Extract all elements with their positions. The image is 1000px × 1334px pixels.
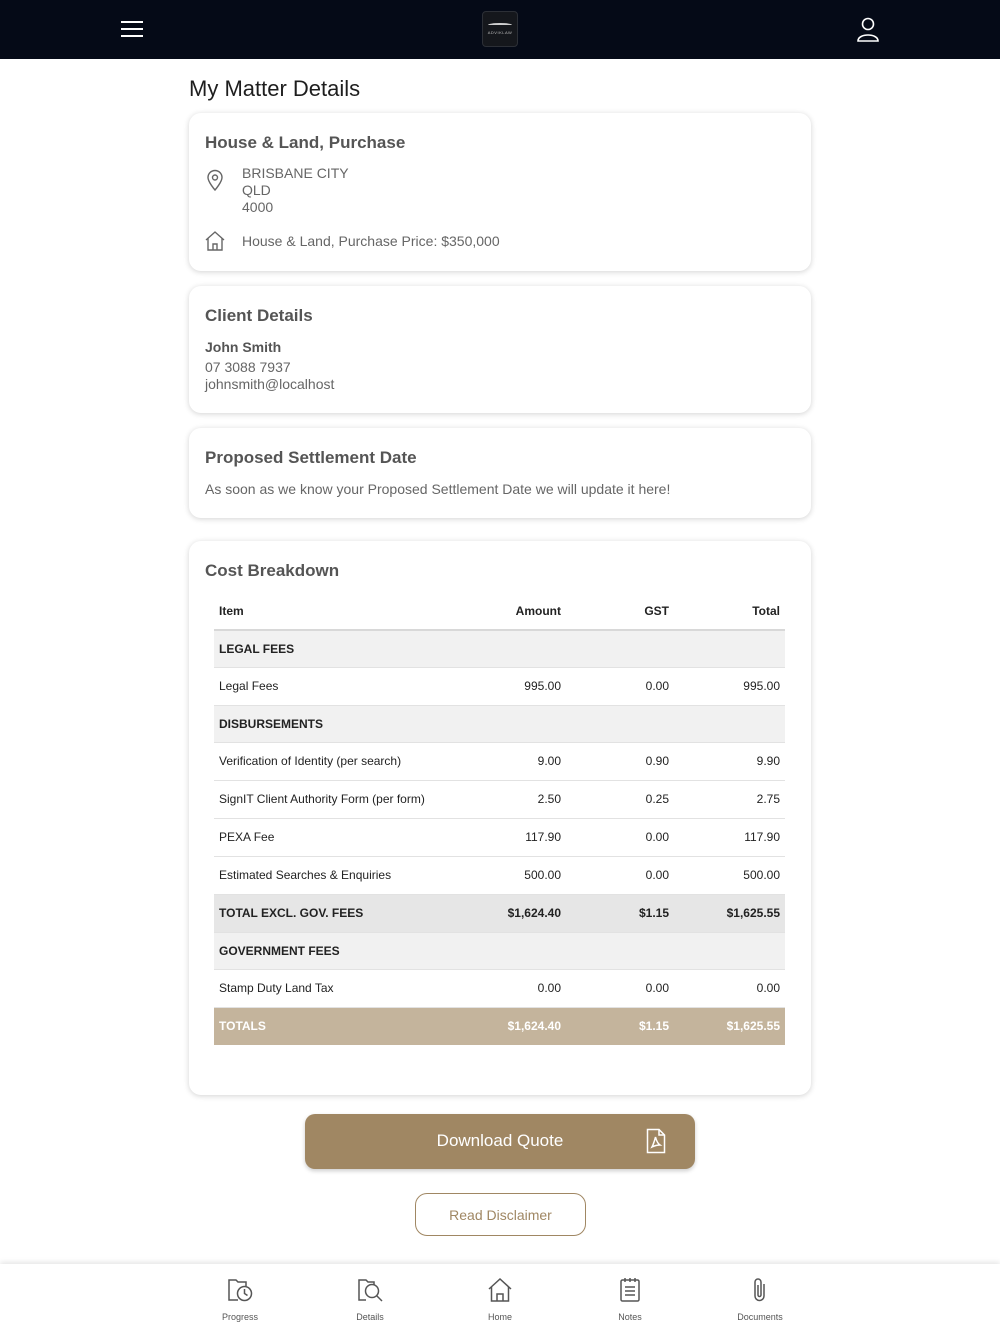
table-row <box>214 667 785 705</box>
cost-breakdown-card <box>189 541 811 1095</box>
total-cell: 9.90 <box>674 742 785 780</box>
client-phone: 07 3088 7937 <box>205 359 291 375</box>
nav-item-details[interactable] <box>325 1276 415 1328</box>
section-row-legal-fees <box>214 630 785 667</box>
totals-total: $1,625.55 <box>674 1007 785 1045</box>
amount-cell: 0.00 <box>454 969 566 1007</box>
download-quote-button[interactable] <box>305 1114 695 1169</box>
total-cell: 117.90 <box>674 818 785 856</box>
logo-mark <box>488 23 512 27</box>
location-pin-icon <box>205 169 225 191</box>
amount-cell: 9.00 <box>454 742 566 780</box>
nav-label-home: Home <box>487 1312 512 1322</box>
total-cell: 2.75 <box>674 780 785 818</box>
notes-icon <box>616 1276 644 1304</box>
property-address <box>242 165 349 216</box>
bottom-navigation <box>0 1264 1000 1334</box>
matter-title: House & Land, Purchase <box>205 133 406 152</box>
nav-item-notes[interactable] <box>585 1276 675 1328</box>
paperclip-icon <box>746 1276 774 1304</box>
column-header-item: Item <box>214 592 454 630</box>
item-cell: Legal Fees <box>214 667 454 705</box>
nav-label-notes: Notes <box>618 1312 642 1322</box>
client-name: John Smith <box>205 339 282 355</box>
column-header-amount: Amount <box>454 592 566 630</box>
table-row <box>214 742 785 780</box>
totals-gst: $1.15 <box>566 1007 674 1045</box>
top-header-bar <box>0 0 1000 59</box>
nav-label-documents: Documents <box>737 1312 783 1322</box>
client-details-card <box>189 286 811 413</box>
logo-text: ADVIKLAW <box>487 30 513 35</box>
column-header-total: Total <box>674 592 785 630</box>
gst-cell: 0.25 <box>566 780 674 818</box>
cost-breakdown-title: Cost Breakdown <box>205 561 340 580</box>
cost-table <box>214 592 785 1045</box>
section-label: DISBURSEMENTS <box>214 705 454 742</box>
address-line-suburb: BRISBANE CITY <box>242 165 349 181</box>
nav-item-documents[interactable] <box>715 1276 805 1328</box>
address-line-postcode: 4000 <box>242 199 274 215</box>
download-quote-label: Download Quote <box>436 1131 564 1150</box>
item-cell: Estimated Searches & Enquiries <box>214 856 454 894</box>
subtotal-label: TOTAL EXCL. GOV. FEES <box>214 894 454 932</box>
hamburger-menu-icon[interactable] <box>116 14 148 44</box>
subtotal-amount: $1,624.40 <box>454 894 566 932</box>
address-line-state: QLD <box>242 182 271 198</box>
item-cell: SignIT Client Authority Form (per form) <box>214 780 454 818</box>
totals-label: TOTALS <box>214 1007 454 1045</box>
table-row <box>214 856 785 894</box>
section-row-disbursements <box>214 705 785 742</box>
user-profile-icon[interactable] <box>854 15 882 43</box>
details-icon <box>356 1276 384 1304</box>
item-cell: Verification of Identity (per search) <box>214 742 454 780</box>
gst-cell: 0.90 <box>566 742 674 780</box>
client-details-title: Client Details <box>205 306 313 325</box>
client-email: johnsmith@localhost <box>205 376 335 392</box>
amount-cell: 500.00 <box>454 856 566 894</box>
section-label: GOVERNMENT FEES <box>214 932 454 969</box>
house-icon <box>204 230 226 252</box>
matter-card <box>189 113 811 271</box>
company-logo[interactable] <box>482 11 518 47</box>
totals-amount: $1,624.40 <box>454 1007 566 1045</box>
section-label: LEGAL FEES <box>214 630 454 667</box>
read-disclaimer-label: Read Disclaimer <box>449 1207 552 1223</box>
home-icon <box>486 1276 514 1304</box>
total-cell: 500.00 <box>674 856 785 894</box>
nav-label-progress: Progress <box>221 1312 258 1322</box>
purchase-price: House & Land, Purchase Price: $350,000 <box>242 233 500 249</box>
page-title: My Matter Details <box>189 76 361 101</box>
total-cell: 0.00 <box>674 969 785 1007</box>
gst-cell: 0.00 <box>566 969 674 1007</box>
table-header-row <box>214 592 785 630</box>
table-row <box>214 818 785 856</box>
totals-row <box>214 1007 785 1045</box>
pdf-file-icon <box>646 1128 666 1154</box>
nav-item-home[interactable] <box>455 1276 545 1328</box>
amount-cell: 117.90 <box>454 818 566 856</box>
total-cell: 995.00 <box>674 667 785 705</box>
read-disclaimer-button[interactable] <box>415 1193 586 1236</box>
settlement-date-card <box>189 428 811 518</box>
subtotal-total: $1,625.55 <box>674 894 785 932</box>
gst-cell: 0.00 <box>566 667 674 705</box>
settlement-date-message: As soon as we know your Proposed Settlement Date we will update it here! <box>205 481 671 497</box>
section-row-government-fees <box>214 932 785 969</box>
settlement-date-title: Proposed Settlement Date <box>205 448 417 467</box>
nav-item-progress[interactable] <box>195 1276 285 1328</box>
gst-cell: 0.00 <box>566 818 674 856</box>
nav-label-details: Details <box>356 1312 384 1322</box>
table-row <box>214 969 785 1007</box>
item-cell: PEXA Fee <box>214 818 454 856</box>
subtotal-row <box>214 894 785 932</box>
table-row <box>214 780 785 818</box>
progress-icon <box>226 1276 254 1304</box>
amount-cell: 995.00 <box>454 667 566 705</box>
column-header-gst: GST <box>566 592 674 630</box>
gst-cell: 0.00 <box>566 856 674 894</box>
subtotal-gst: $1.15 <box>566 894 674 932</box>
item-cell: Stamp Duty Land Tax <box>214 969 454 1007</box>
amount-cell: 2.50 <box>454 780 566 818</box>
